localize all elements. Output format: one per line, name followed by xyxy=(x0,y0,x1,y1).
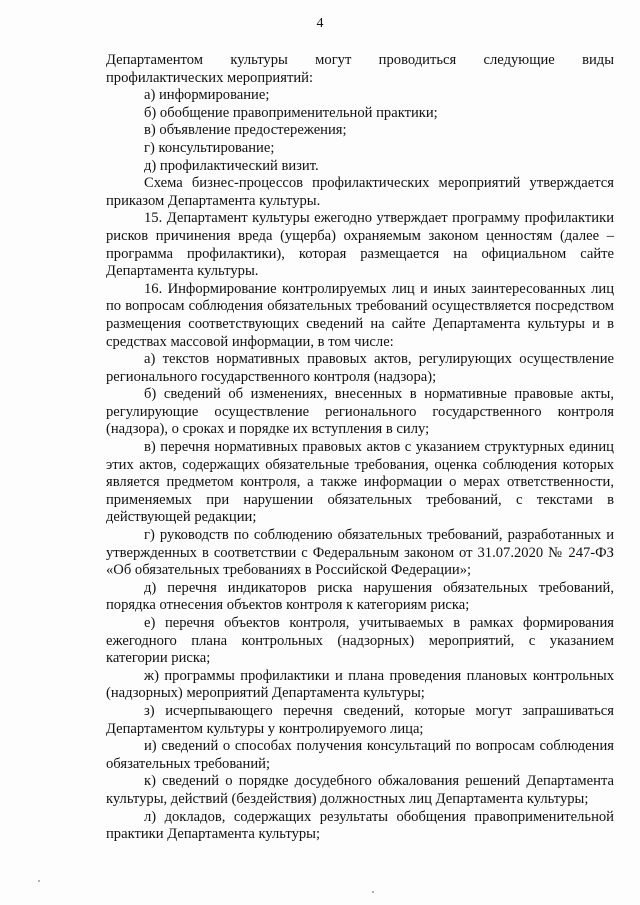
subitem-b: б) сведений об изменениях, внесенных в нормативные правовые акты, регулирующие осуществление регионального государственного контроля (надзора), о сроках и порядке их вступления в силу; xyxy=(106,386,614,438)
scan-speck xyxy=(372,891,374,893)
scan-speck xyxy=(38,880,40,882)
paragraph-16: 16. Информирование контролируемых лиц и иных заинтересованных лиц по вопросам соблюдения обязательных требований осуществляется посредством размещения соответствующих сведений на сайте Департамента культуры и в средствах массовой информации, в том числе: xyxy=(106,280,614,350)
paragraph-15: 15. Департамент культуры ежегодно утверждает программу профилактики рисков причинения вреда (ущерба) охраняемым законом ценностям (далее – программа профилактики), которая размещается на официальном сайте Департамента культуры. xyxy=(106,210,614,280)
subitem-g: г) руководств по соблюдению обязательных требований, разработанных и утвержденных в соответствии с Федеральным законом от 31.07.2020 № 247-ФЗ «Об обязательных требованиях в Российской Федерации»; xyxy=(106,527,614,579)
list-item-d: д) профилактический визит. xyxy=(144,157,319,174)
subitem-a: а) текстов нормативных правовых актов, регулирующих осуществление регионального государственного контроля (надзора); xyxy=(106,351,614,385)
page-number: 4 xyxy=(316,16,324,31)
list-item-a: а) информирование; xyxy=(144,87,270,104)
subitem-k: к) сведений о порядке досудебного обжалования решений Департамента культуры, действий (бездействия) должностных лиц Департамента культуры; xyxy=(106,773,614,807)
subitem-z: з) исчерпывающего перечня сведений, которые могут запрашиваться Департаментом культуры у контролируемого лица; xyxy=(106,702,614,737)
list-item-b: б) обобщение правоприменительной практики; xyxy=(144,104,438,121)
paragraph-intro: Департаментом культуры могут проводиться следующие виды профилактических мероприятий: xyxy=(106,52,614,86)
subitem-zh: ж) программы профилактики и плана проведения плановых контрольных (надзорных) мероприятий Департамента культуры; xyxy=(106,667,614,702)
list-item-v: в) объявление предостережения; xyxy=(144,122,347,139)
subitem-i: и) сведений о способах получения консультаций по вопросам соблюдения обязательных требований; xyxy=(106,738,614,772)
subitem-l: л) докладов, содержащих результаты обобщения правоприменительной практики Департамента культуры; xyxy=(106,808,614,843)
paragraph-scheme: Схема бизнес-процессов профилактических мероприятий утверждается приказом Департамента культуры. xyxy=(106,175,614,209)
subitem-v: в) перечня нормативных правовых актов с указанием структурных единиц этих актов, содержащих обязательные требования, оценка соблюдения которых является предметом контроля, а также информации о мерах ответственности, применяемых при нарушении обязательных требований, с текстами в действующей редакции; xyxy=(106,439,614,526)
list-item-g: г) консультирование; xyxy=(144,139,275,156)
subitem-e: е) перечня объектов контроля, учитываемых в рамках формирования ежегодного плана контрольных (надзорных) мероприятий, с указанием категории риска; xyxy=(106,615,614,667)
subitem-d: д) перечня индикаторов риска нарушения обязательных требований, порядка отнесения объектов контроля к категориям риска; xyxy=(106,579,614,614)
document-body xyxy=(106,52,614,844)
